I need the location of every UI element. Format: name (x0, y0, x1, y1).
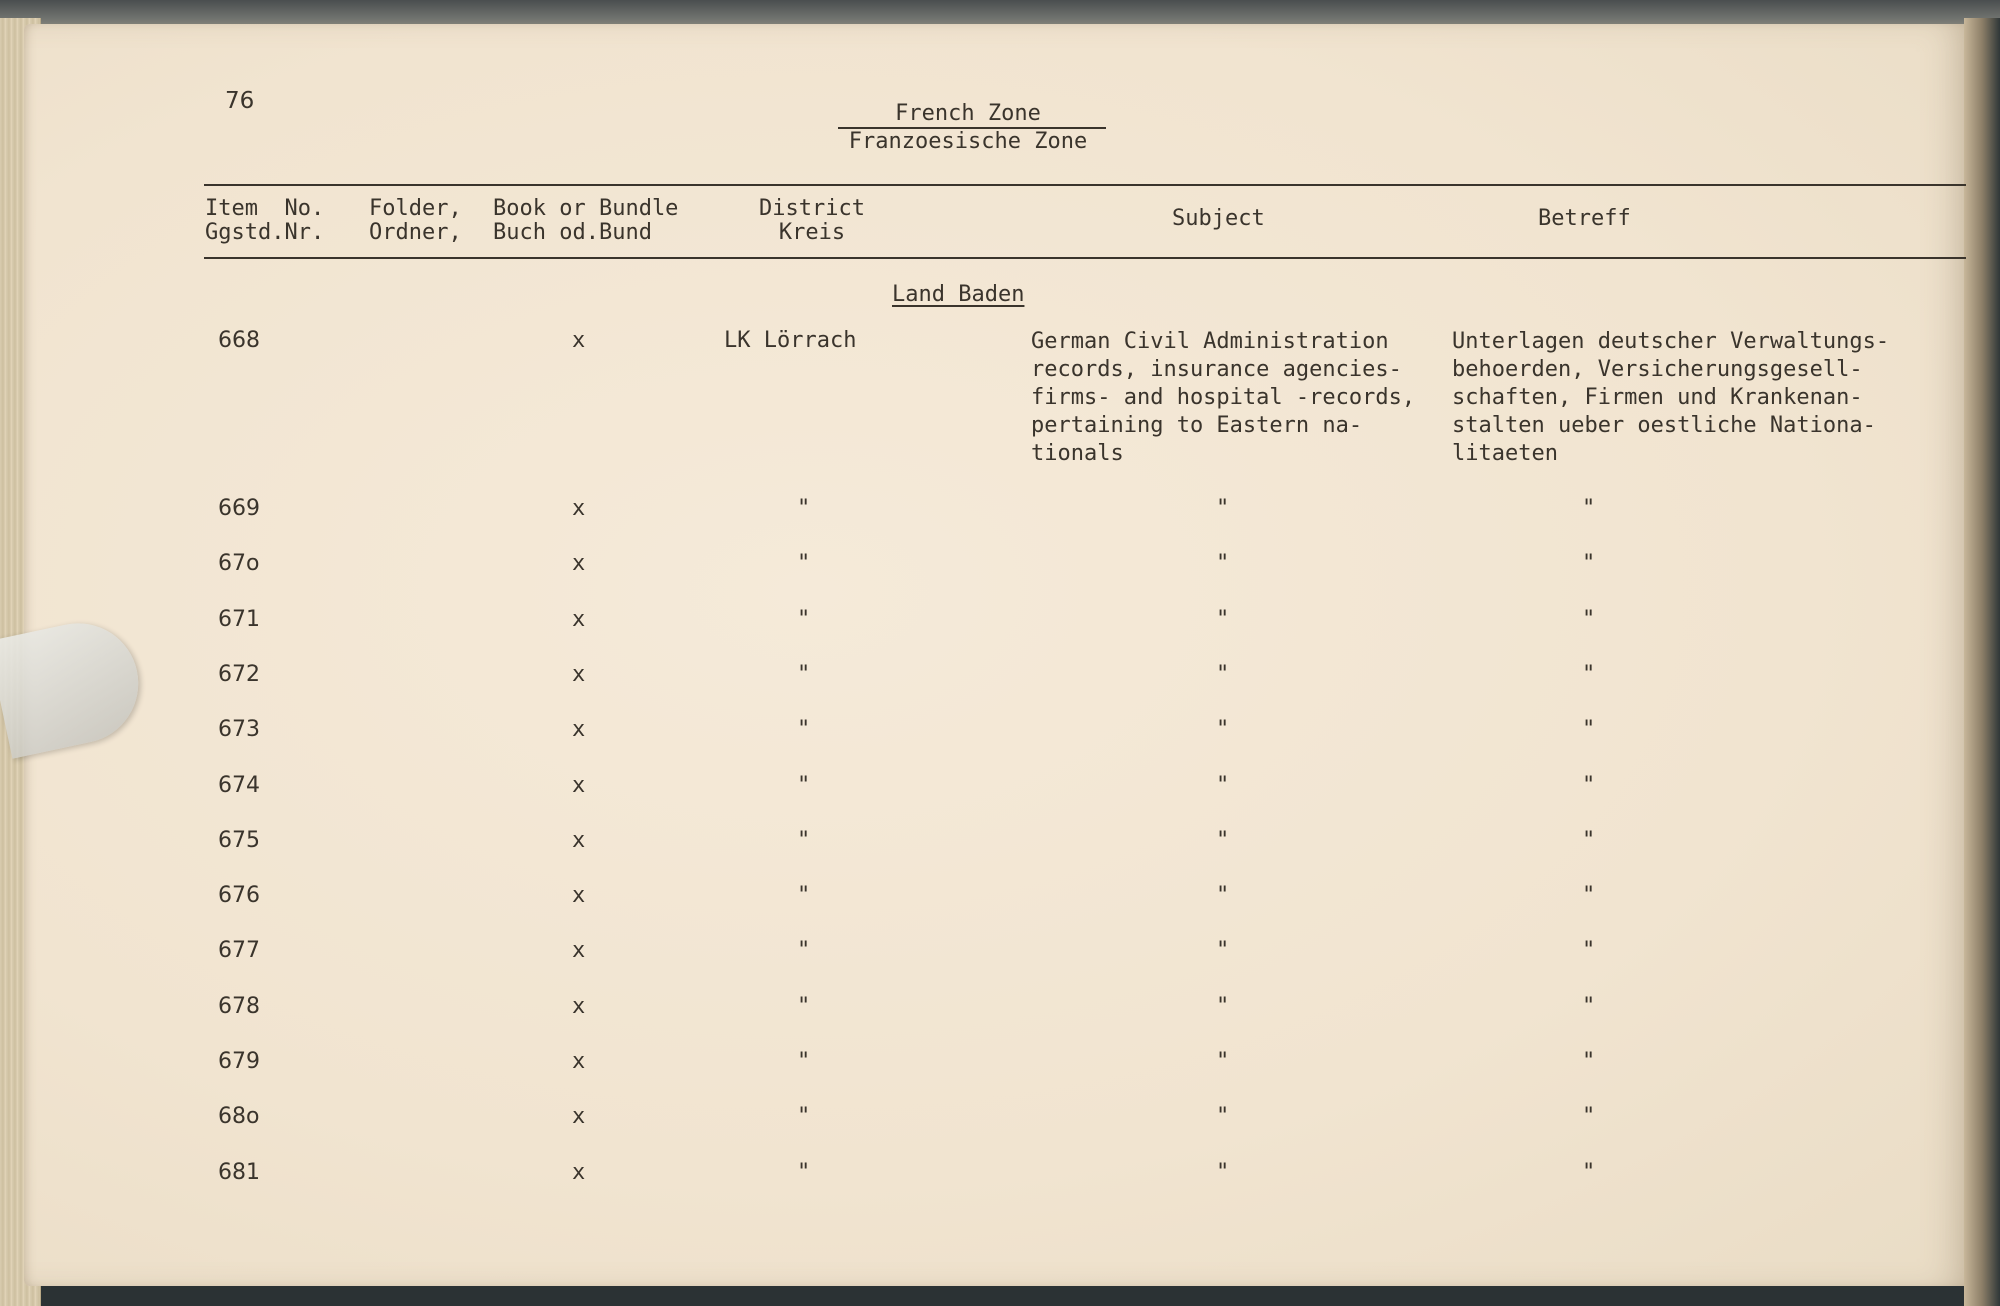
subject-ditto: " (1216, 1104, 1230, 1130)
column-header-folder: Folder, Ordner, (369, 196, 462, 245)
book-mark: x (572, 772, 586, 798)
item-number: 677 (218, 938, 260, 964)
betreff-ditto: " (1582, 1049, 1596, 1074)
item-number: 67o (218, 551, 260, 577)
district-ditto: " (797, 661, 811, 687)
item-number: 669 (218, 496, 260, 521)
district-ditto: " (797, 1049, 811, 1074)
subject-ditto: " (1216, 883, 1230, 909)
table-row (0, 496, 2000, 536)
table-row (0, 773, 2000, 813)
betreff-ditto: " (1582, 938, 1596, 964)
book-mark: x (572, 938, 586, 964)
table-row (0, 1104, 2000, 1144)
subject-ditto: " (1216, 606, 1230, 632)
betreff-ditto: " (1582, 661, 1596, 687)
zone-title-english: French Zone (895, 101, 1041, 126)
betreff-ditto: " (1582, 1159, 1596, 1185)
book-mark: x (572, 661, 586, 687)
betreff-ditto: " (1582, 883, 1596, 909)
district-ditto: " (797, 938, 811, 964)
book-mark: x (572, 717, 586, 743)
subject-ditto: " (1216, 661, 1230, 687)
item-number: 675 (218, 827, 260, 853)
item-number: 68o (218, 1104, 260, 1130)
table-row (0, 662, 2000, 702)
book-mark: x (572, 993, 586, 1019)
district-ditto: " (797, 496, 811, 521)
district-ditto: " (797, 827, 811, 853)
table-row (0, 938, 2000, 978)
table-row (0, 828, 2000, 868)
subject-ditto: " (1216, 938, 1230, 964)
subject-ditto: " (1216, 1049, 1230, 1074)
book-mark: x (572, 606, 586, 632)
subject-ditto: " (1216, 496, 1230, 521)
item-number: 672 (218, 661, 260, 687)
table-row (0, 607, 2000, 647)
district-ditto: " (797, 883, 811, 909)
book-mark: x (572, 551, 586, 577)
item-number: 678 (218, 993, 260, 1019)
table-row (0, 1049, 2000, 1089)
book-mark: x (572, 883, 586, 909)
column-header-betreff: Betreff (1538, 206, 1631, 231)
district-ditto: " (797, 606, 811, 632)
header-rule-bottom (204, 257, 1966, 259)
district-ditto: " (797, 717, 811, 743)
betreff-cell: Unterlagen deutscher Verwaltungs- behoerden, Versicherungsgesell- schaften, Firmen und Krankenan- stalten ueber oestliche Nationa- litaeten (1452, 329, 1890, 466)
table-row (0, 551, 2000, 591)
subject-ditto: " (1216, 827, 1230, 853)
district-ditto: " (797, 551, 811, 577)
item-number: 679 (218, 1049, 260, 1074)
subject-ditto: " (1216, 772, 1230, 798)
item-number: 681 (218, 1159, 260, 1185)
page-number: 76 (225, 88, 255, 114)
table-row (0, 717, 2000, 757)
table-row (0, 994, 2000, 1034)
betreff-ditto: " (1582, 772, 1596, 798)
zone-title-german: Franzoesische Zone (848, 129, 1088, 154)
district-ditto: " (797, 1159, 811, 1185)
book-mark: x (572, 328, 586, 353)
district-ditto: " (797, 993, 811, 1019)
section-title: Land Baden (892, 282, 1025, 307)
subject-ditto: " (1216, 993, 1230, 1019)
column-header-book: Book or Bundle Buch od.Bund (493, 196, 679, 245)
subject-ditto: " (1216, 717, 1230, 743)
betreff-ditto: " (1582, 827, 1596, 853)
book-mark: x (572, 1049, 586, 1074)
item-number: 668 (218, 328, 260, 353)
item-number: 673 (218, 717, 260, 743)
table-row (0, 1160, 2000, 1200)
book-mark: x (572, 827, 586, 853)
table-row (0, 883, 2000, 923)
item-number: 671 (218, 606, 260, 632)
header-rule-top (204, 184, 1966, 186)
betreff-ditto: " (1582, 496, 1596, 521)
betreff-ditto: " (1582, 1104, 1596, 1130)
subject-ditto: " (1216, 1159, 1230, 1185)
book-mark: x (572, 496, 586, 521)
subject-cell: German Civil Administration records, insurance agencies- firms- and hospital -records, pertaining to Eastern na- tionals (1031, 329, 1416, 466)
betreff-ditto: " (1582, 551, 1596, 577)
item-number: 674 (218, 772, 260, 798)
betreff-ditto: " (1582, 606, 1596, 632)
district-cell: LK Lörrach (724, 328, 857, 353)
column-header-item: Item No. Ggstd.Nr. (205, 196, 325, 245)
district-ditto: " (797, 772, 811, 798)
betreff-ditto: " (1582, 993, 1596, 1019)
item-number: 676 (218, 883, 260, 909)
district-ditto: " (797, 1104, 811, 1130)
subject-ditto: " (1216, 551, 1230, 577)
book-mark: x (572, 1104, 586, 1130)
table-row (0, 328, 2000, 466)
betreff-ditto: " (1582, 717, 1596, 743)
book-mark: x (572, 1159, 586, 1185)
column-header-subject: Subject (1172, 206, 1265, 231)
column-header-district: District Kreis (759, 196, 865, 245)
